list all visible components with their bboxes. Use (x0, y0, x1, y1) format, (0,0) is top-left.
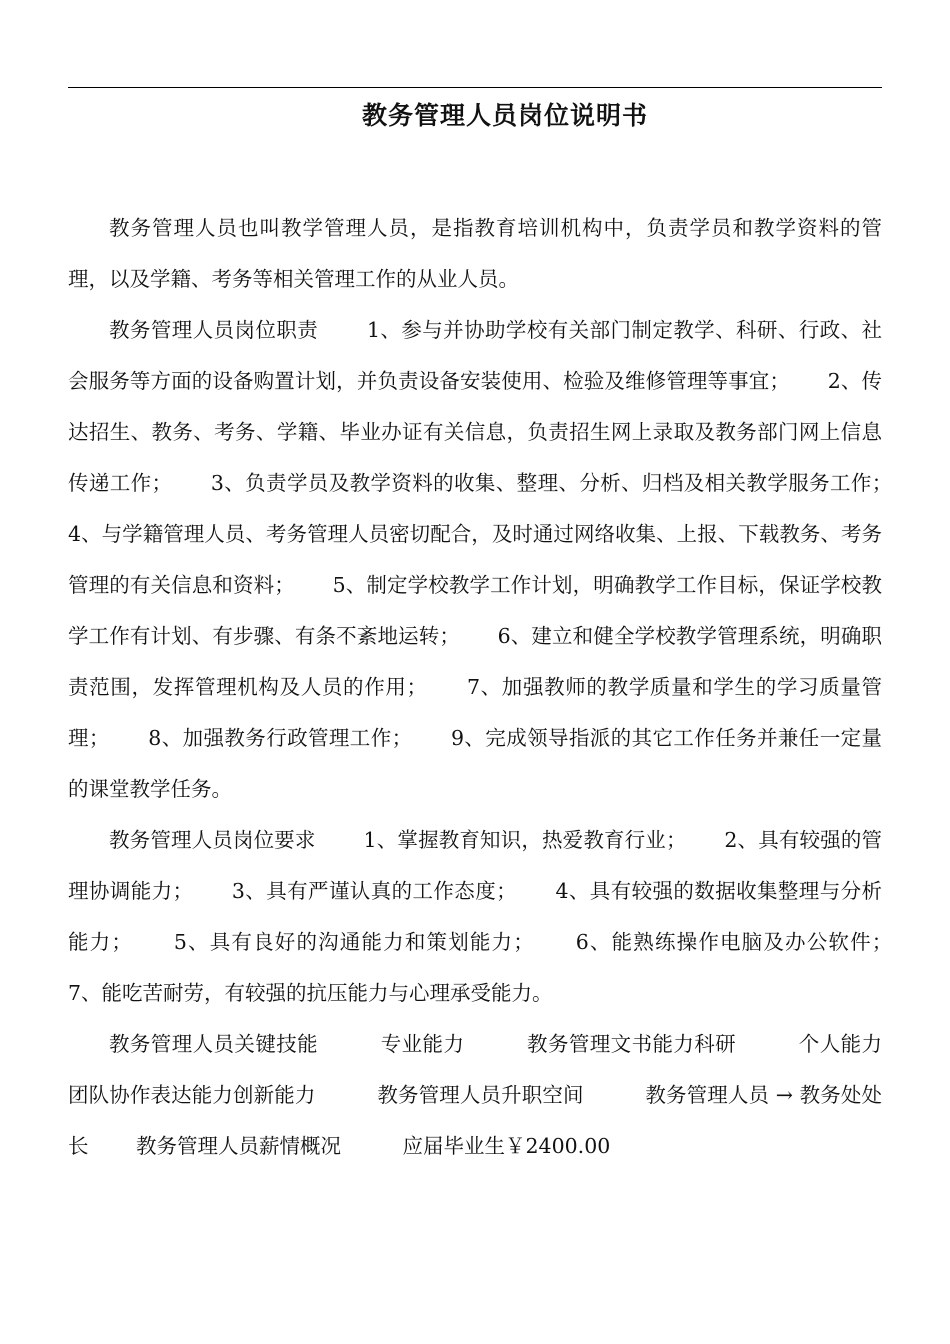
document-title: 教务管理人员岗位说明书 (361, 101, 648, 130)
paragraph-intro: 教务管理人员也叫教学管理人员，是指教育培训机构中，负责学员和教学资料的管理，以及学籍、考务等相关管理工作的从业人员。 (68, 216, 882, 291)
paragraph-duties: 教务管理人员岗位职责 1、参与并协助学校有关部门制定教学、科研、行政、社会服务等方面的设备购置计划，并负责设备安装使用、检验及维修管理等事宜； 2、传达招生、教务、考务、学籍、毕业办证有关信息，负责招生网上录取及教务部门网上信息传递工作； 3、负责学员及教学资料的收集、整理、分析、归档及相关教学服务工作； 4、与学籍管理人员、考务管理人员密切配合，及时通过网络收集、上报、下载教务、考务管理的有关信息和资料； 5、制定学校教学工作计划，明确教学工作目标，保证学校教学工作有计划、有步骤、有条不紊地运转； 6、建立和健全学校教学管理系统，明确职责范围，发挥管理机构及人员的作用； 7、加强教师的教学质量和学生的学习质量管理； 8、加强教务行政管理工作； 9、完成领导指派的其它工作任务并兼任一定量的课堂教学任务。 (68, 318, 930, 801)
paragraph-requirements: 教务管理人员岗位要求 1、掌握教育知识，热爱教育行业； 2、具有较强的管理协调能力； 3、具有严谨认真的工作态度； 4、具有较强的数据收集整理与分析能力； 5、具有良好的沟通能力和策划能力； 6、能熟练操作电脑及办公软件； 7、能吃苦耐劳，有较强的抗压能力与心理承受能力。 (68, 828, 930, 1005)
document-body (68, 203, 930, 1172)
header-rule (68, 87, 882, 88)
paragraph-skills-career-salary: 教务管理人员关键技能 专业能力 教务管理文书能力科研 个人能力 团队协作表达能力创新能力 教务管理人员升职空间 教务管理人员 → 教务处处长 教务管理人员薪情概况 应届毕业生￥2400.00 (68, 1032, 930, 1158)
